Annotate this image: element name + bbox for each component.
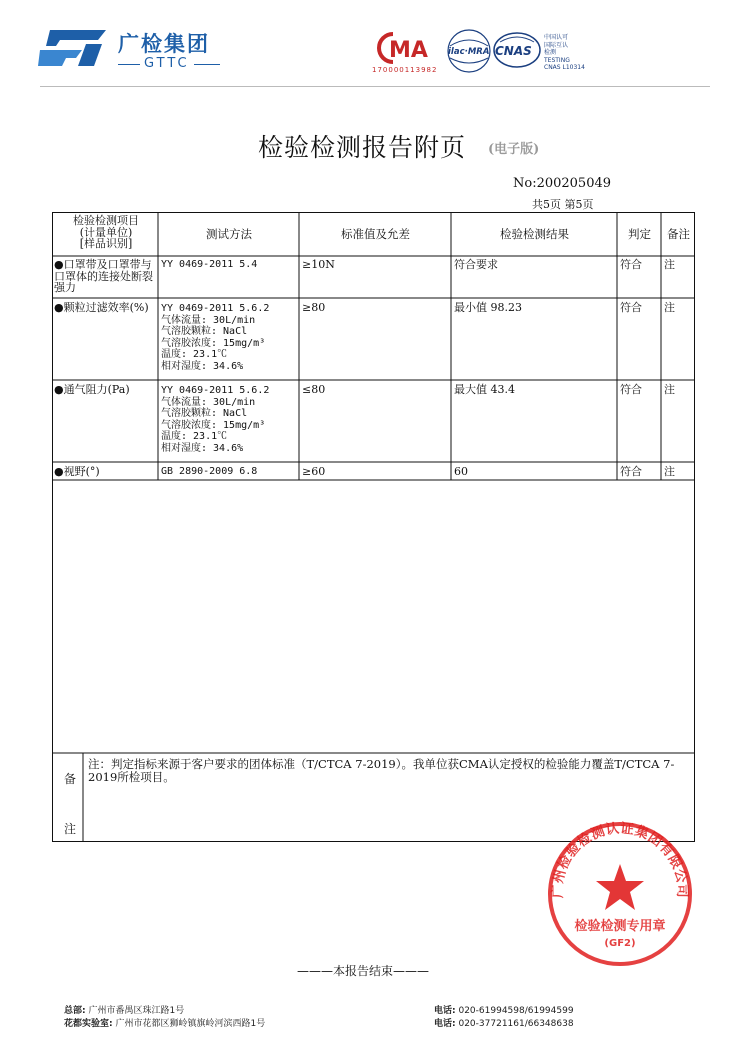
footer-hq-phone [434, 1003, 574, 1016]
seal-inner-text: 检验检测专用章 [574, 919, 666, 934]
row4-note: 注 [664, 465, 675, 478]
gttc-logo-icon [36, 26, 108, 70]
row2-verdict: 符合 [620, 301, 642, 314]
row2-method: YY 0469-2011 5.6.2 气体流量: 30L/min 气溶胶颗粒: NaCl 气溶胶浓度: 15mg/m³ 温度: 23.1℃ 相对湿度: 34.6% [161, 303, 270, 372]
row1-standard: ≥10N [302, 258, 335, 271]
brand-divider-right [194, 64, 220, 65]
footer-base-label: 花都实验室: [64, 1019, 113, 1029]
row3-note: 注 [664, 383, 675, 396]
row3-method: YY 0469-2011 5.6.2 气体流量: 30L/min 气溶胶颗粒: NaCl 气溶胶浓度: 15mg/m³ 温度: 23.1℃ 相对湿度: 34.6% [161, 385, 270, 454]
footer-base [64, 1016, 265, 1029]
footer-hq-phone-label: 电话: [434, 1006, 456, 1016]
header-method: 测试方法 [206, 227, 252, 241]
page-count: 共5页 第5页 [532, 198, 594, 211]
seal-code: (GF2) [604, 938, 636, 949]
footer-hq-address: 广州市番禺区珠江路1号 [88, 1006, 185, 1016]
footer-base-phone [434, 1016, 574, 1029]
header-result: 检验检测结果 [500, 227, 569, 241]
row4-item: ●视野(°) [54, 465, 100, 478]
cma-number: 170000113982 [372, 66, 438, 74]
remarks-label-bottom: 注 [64, 822, 77, 836]
report-number: No:200205049 [513, 176, 612, 191]
cnas-label: CNAS [495, 44, 532, 58]
row4-verdict: 符合 [620, 465, 642, 478]
footer-hq-phone-number: 020-61994598/61994599 [458, 1006, 574, 1016]
seal-ring-text: 广州检验检测认证集团有限公司 [549, 820, 691, 899]
row3-standard: ≤80 [302, 383, 326, 396]
header-verdict: 判定 [628, 227, 651, 241]
cnas-logo-icon [492, 30, 542, 70]
header-item: 检验检测项目 (计量单位) [样品识别] [73, 214, 139, 250]
footer-hq [64, 1003, 184, 1016]
row1-method: YY 0469-2011 5.4 [161, 259, 258, 270]
footer-base-address: 广州市花都区狮岭镇旗岭河滨西路1号 [115, 1019, 266, 1029]
official-seal-icon [540, 818, 700, 968]
end-of-report: ———本报告结束——— [297, 964, 430, 978]
remarks-text: 注：判定指标来源于客户要求的团体标准（T/CTCA 7-2019）。我单位获CMA认定授权的检验能力覆盖T/CTCA 7-2019所检项目。 [88, 757, 675, 784]
document-title: 检验检测报告附页 [258, 133, 467, 162]
brand-sub: GTTC [144, 56, 190, 71]
edition-label: (电子版) [488, 142, 540, 157]
row4-result: 60 [454, 465, 468, 478]
row4-method: GB 2890-2009 6.8 [161, 466, 258, 477]
footer-base-phone-label: 电话: [434, 1019, 456, 1029]
brand-divider-left [118, 64, 140, 65]
row2-note: 注 [664, 301, 675, 314]
cma-logo-icon [373, 30, 433, 66]
header-standard: 标准值及允差 [341, 227, 410, 241]
ilac-label: ilac·MRA [448, 47, 490, 57]
header-note: 备注 [667, 227, 690, 241]
cma-label: MA [389, 38, 428, 63]
row4-standard: ≥60 [302, 465, 326, 478]
brand-name: 广检集团 [118, 32, 210, 56]
remarks-label-top: 备 [64, 772, 77, 786]
row1-verdict: 符合 [620, 258, 642, 271]
footer-hq-label: 总部: [64, 1006, 86, 1016]
cnas-accreditation-text: 中国认可 国际互认 检测 TESTING CNAS L10314 [544, 34, 585, 71]
row2-standard: ≥80 [302, 301, 326, 314]
row2-result: 最小值 98.23 [454, 301, 522, 314]
row1-item: ●口罩带及口罩带与口罩体的连接处断裂强力 [54, 258, 153, 294]
footer-base-phone-number: 020-37721161/66348638 [458, 1019, 574, 1029]
ilac-mra-logo-icon [444, 28, 494, 74]
row2-item: ●颗粒过滤效率(%) [54, 301, 149, 314]
row3-result: 最大值 43.4 [454, 383, 515, 396]
row3-verdict: 符合 [620, 383, 642, 396]
row1-note: 注 [664, 258, 675, 271]
header-rule [40, 86, 710, 87]
row3-item: ●通气阻力(Pa) [54, 383, 130, 396]
row1-result: 符合要求 [454, 258, 498, 271]
